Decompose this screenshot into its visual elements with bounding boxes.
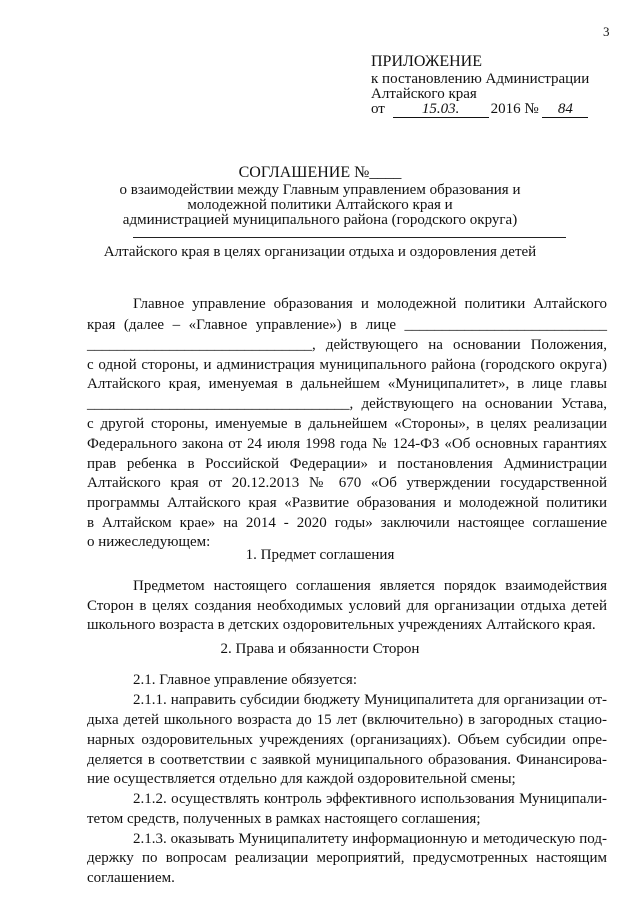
appendix-title: ПРИЛОЖЕНИЕ [371, 53, 483, 70]
appendix-date-value: 15.03. [393, 102, 489, 118]
preamble-line: в Алтайском крае» на 2014 - 2020 годы» заключили настоящее соглашение [87, 515, 607, 531]
preamble-line: Главное управление образования и молодежной политики Алтайского [133, 296, 607, 312]
preamble-line: Алтайского края, именуемая в дальнейшем «Муниципалитет», в лице главы [87, 376, 607, 392]
appendix-year-suffix: 2016 № [490, 101, 539, 117]
appendix-date-line [371, 99, 588, 119]
preamble-line: края (далее – «Главное управление») в лице ___________________________ [87, 317, 607, 333]
preamble-line: с другой стороны, именуемые в дальнейшем «Стороны», в целях реализации [87, 416, 607, 432]
section-1-line: школьного возраста в детских оздоровительных учреждениях Алтайского края. [87, 617, 596, 633]
section-2-line: 2.1. Главное управление обязуется: [133, 672, 358, 688]
section-1-line: Сторон в целях создания необходимых условий для организации отдыха детей [87, 598, 607, 614]
preamble-line: о нижеследующем: [87, 534, 211, 550]
section-2-line: 2.1.1. направить субсидии бюджету Муниципалитета для организации от- [133, 692, 607, 708]
agreement-title-line-2: о взаимодействии между Главным управлением образования и [119, 182, 521, 198]
section-2-heading: 2. Права и обязанности Сторон [220, 641, 420, 657]
section-2-line: тетом средств, полученных в рамках настоящего соглашения; [87, 811, 481, 827]
preamble-line: программы Алтайского края «Развитие образования и молодежной политики [87, 495, 607, 511]
section-2-line: нарных оздоровительных учреждениях (организациях). Объем субсидии опре- [87, 732, 607, 748]
preamble-line: Алтайского края от 20.12.2013 № 670 «Об утверждении государственной [87, 475, 607, 491]
appendix-line-2: Алтайского края [371, 86, 477, 102]
preamble-line: прав ребенка в Российской Федерации» и постановления Администрации [87, 456, 607, 472]
agreement-title-line-4: администрацией муниципального района (городского округа) [122, 212, 518, 228]
agreement-title-line-1: СОГЛАШЕНИЕ №____ [238, 164, 402, 181]
section-2-line: дыха детей школьного возраста до 15 лет (включительно) в загородных стацио- [87, 712, 607, 728]
section-1-line: Предметом настоящего соглашения является порядок взаимодействия [133, 578, 607, 594]
section-2-line: соглашением. [87, 870, 175, 886]
section-1-heading: 1. Предмет соглашения [245, 547, 395, 563]
section-2-line: держку по вопросам реализации мероприятий, предусмотренных настоящим [87, 850, 607, 866]
appendix-date-prefix: от [371, 101, 385, 117]
appendix-number: 84 [542, 102, 588, 118]
preamble-line: с одной стороны, и администрация муниципального района (городского округа) [87, 357, 607, 373]
page-number: 3 [603, 24, 610, 39]
preamble-line: ___________________________________, действующего на основании Устава, [87, 396, 607, 412]
title-blank-rule [133, 237, 566, 238]
agreement-title-line-3: молодежной политики Алтайского края и [187, 197, 453, 213]
section-2-line: деляется в соответствии с заявкой муниципального образования. Финансирова- [87, 752, 607, 768]
preamble-line: Федерального закона от 24 июля 1998 года № 124-ФЗ «Об основных гарантиях [87, 436, 607, 452]
section-2-line: ние осуществляется отдельно для каждой оздоровительной смены; [87, 771, 516, 787]
section-2-line: 2.1.3. оказывать Муниципалитету информационную и методическую под- [133, 831, 607, 847]
agreement-title-line-5: Алтайского края в целях организации отдыха и оздоровления детей [103, 244, 537, 260]
preamble-line: ______________________________, действующего на основании Положения, [87, 337, 607, 353]
appendix-line-1: к постановлению Администрации [371, 71, 590, 87]
section-2-line: 2.1.2. осуществлять контроль эффективного использования Муниципали- [133, 791, 607, 807]
